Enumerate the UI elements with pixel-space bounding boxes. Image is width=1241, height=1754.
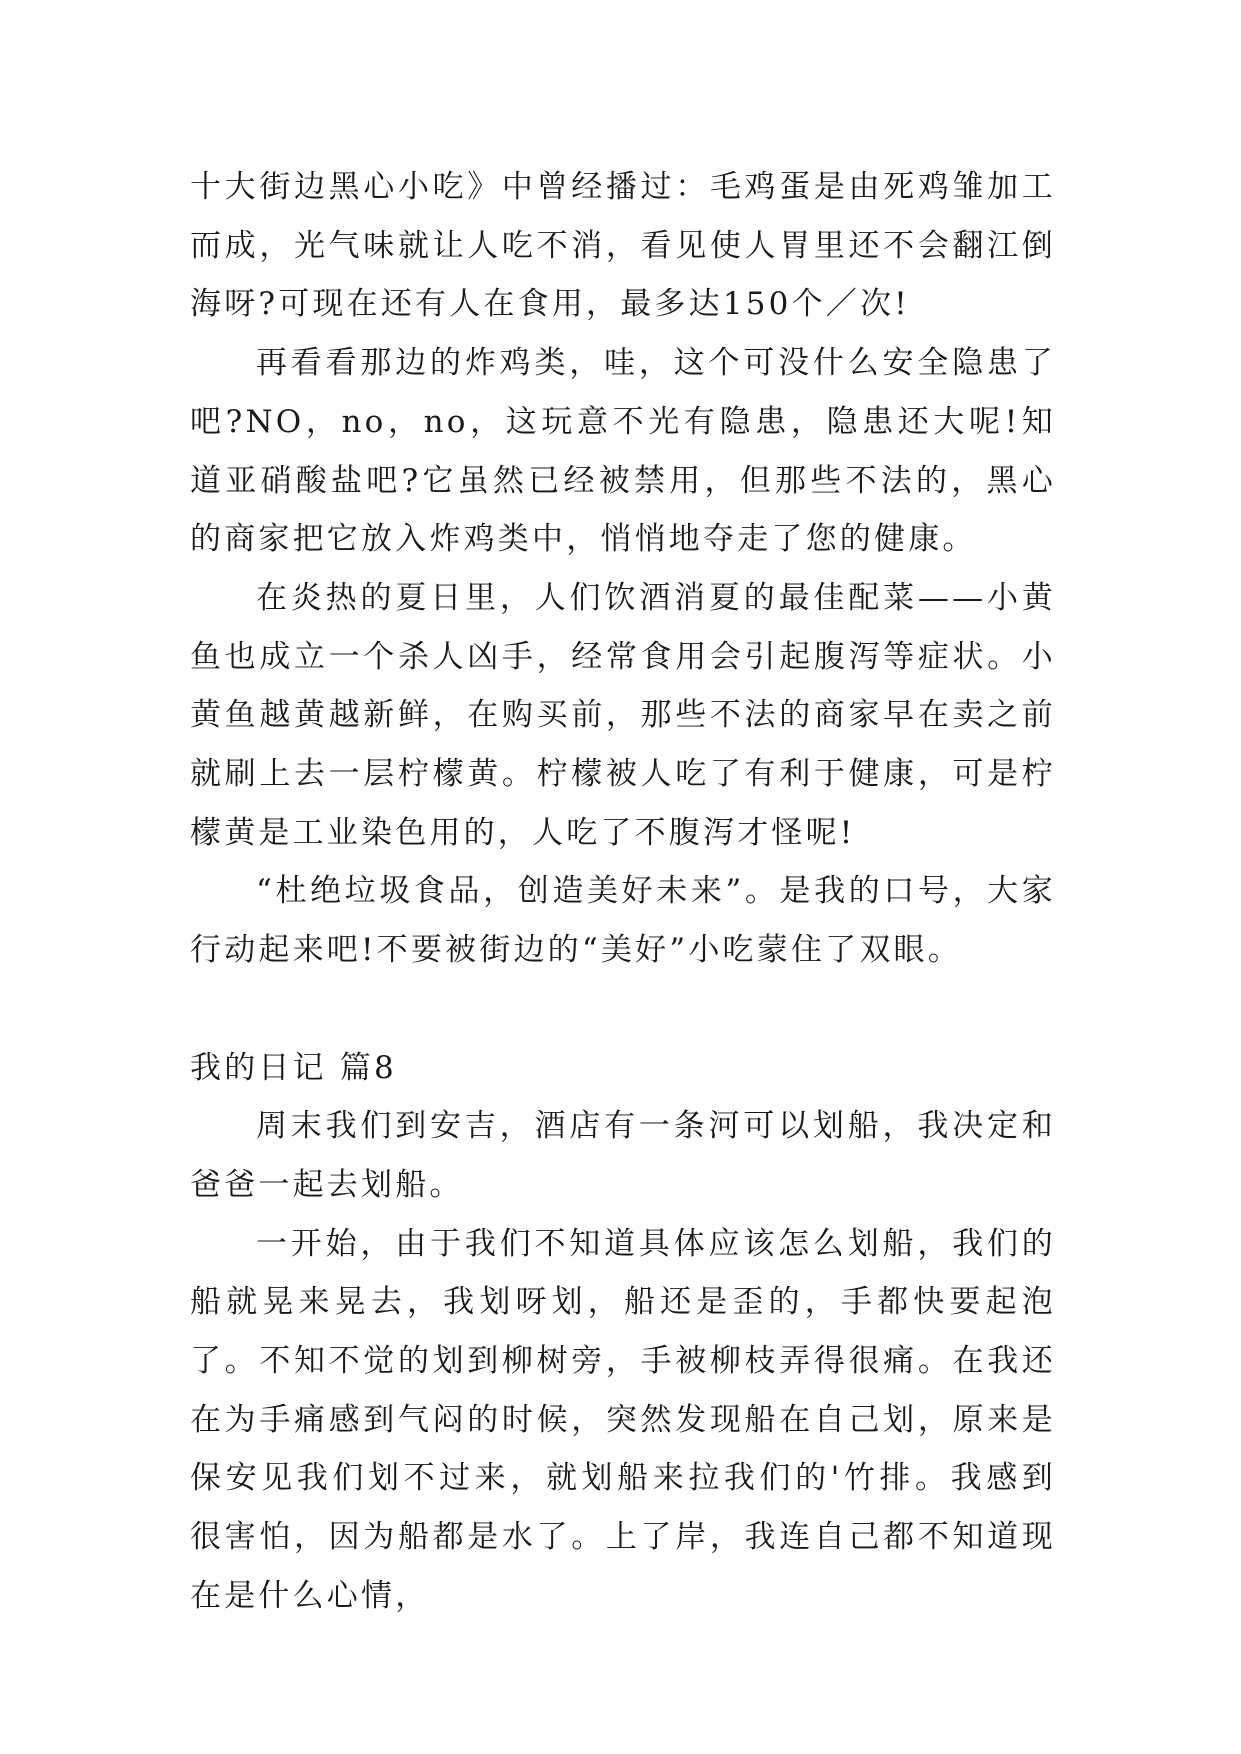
paragraph-slogan: “杜绝垃圾食品，创造美好未来”。是我的口号，大家行动起来吧!不要被街边的“美好”小吃蒙住了双眼。 xyxy=(190,873,1056,969)
paragraph-continuation: 十大街边黑心小吃》中曾经播过：毛鸡蛋是由死鸡雏加工而成，光气味就让人吃不消，看见使人胃里还不会翻江倒海呀?可现在还有人在食用，最多达150个／次! xyxy=(190,169,1056,323)
paragraph-boating: 一开始，由于我们不知道具体应该怎么划船，我们的船就晃来晃去，我划呀划，船还是歪的，手都快要起泡了。不知不觉的划到柳树旁，手被柳枝弄得很痛。在我还在为手痛感到气闷的时候，突然发现船在自己划，原来是保安见我们划不过来，就划船来拉我们的'竹排。我感到很害怕，因为船都是水了。上了岸，我连自己都不知道现在是什么心情， xyxy=(190,1225,1056,1614)
section-gap xyxy=(190,980,1056,1039)
paragraph-weekend: 周末我们到安吉，酒店有一条河可以划船，我决定和爸爸一起去划船。 xyxy=(190,1108,1056,1203)
section-title: 我的日记 篇8 xyxy=(190,1049,397,1086)
paragraph-fried-chicken: 再看看那边的炸鸡类，哇，这个可没什么安全隐患了吧?NO，no，no，这玩意不光有隐患，隐患还大呢!知道亚硝酸盐吧?它虽然已经被禁用，但那些不法的，黑心的商家把它放入炸鸡类中，悄悄地夺走了您的健康。 xyxy=(190,345,1056,558)
document-body xyxy=(190,158,1056,1626)
paragraph-yellow-fish: 在炎热的夏日里，人们饮酒消夏的最佳配菜——小黄鱼也成立一个杀人凶手，经常食用会引起腹泻等症状。小黄鱼越黄越新鲜，在购买前，那些不法的商家早在卖之前就刷上去一层柠檬黄。柠檬被人吃了有利于健康，可是柠檬黄是工业染色用的，人吃了不腹泻才怪呢! xyxy=(190,579,1056,851)
